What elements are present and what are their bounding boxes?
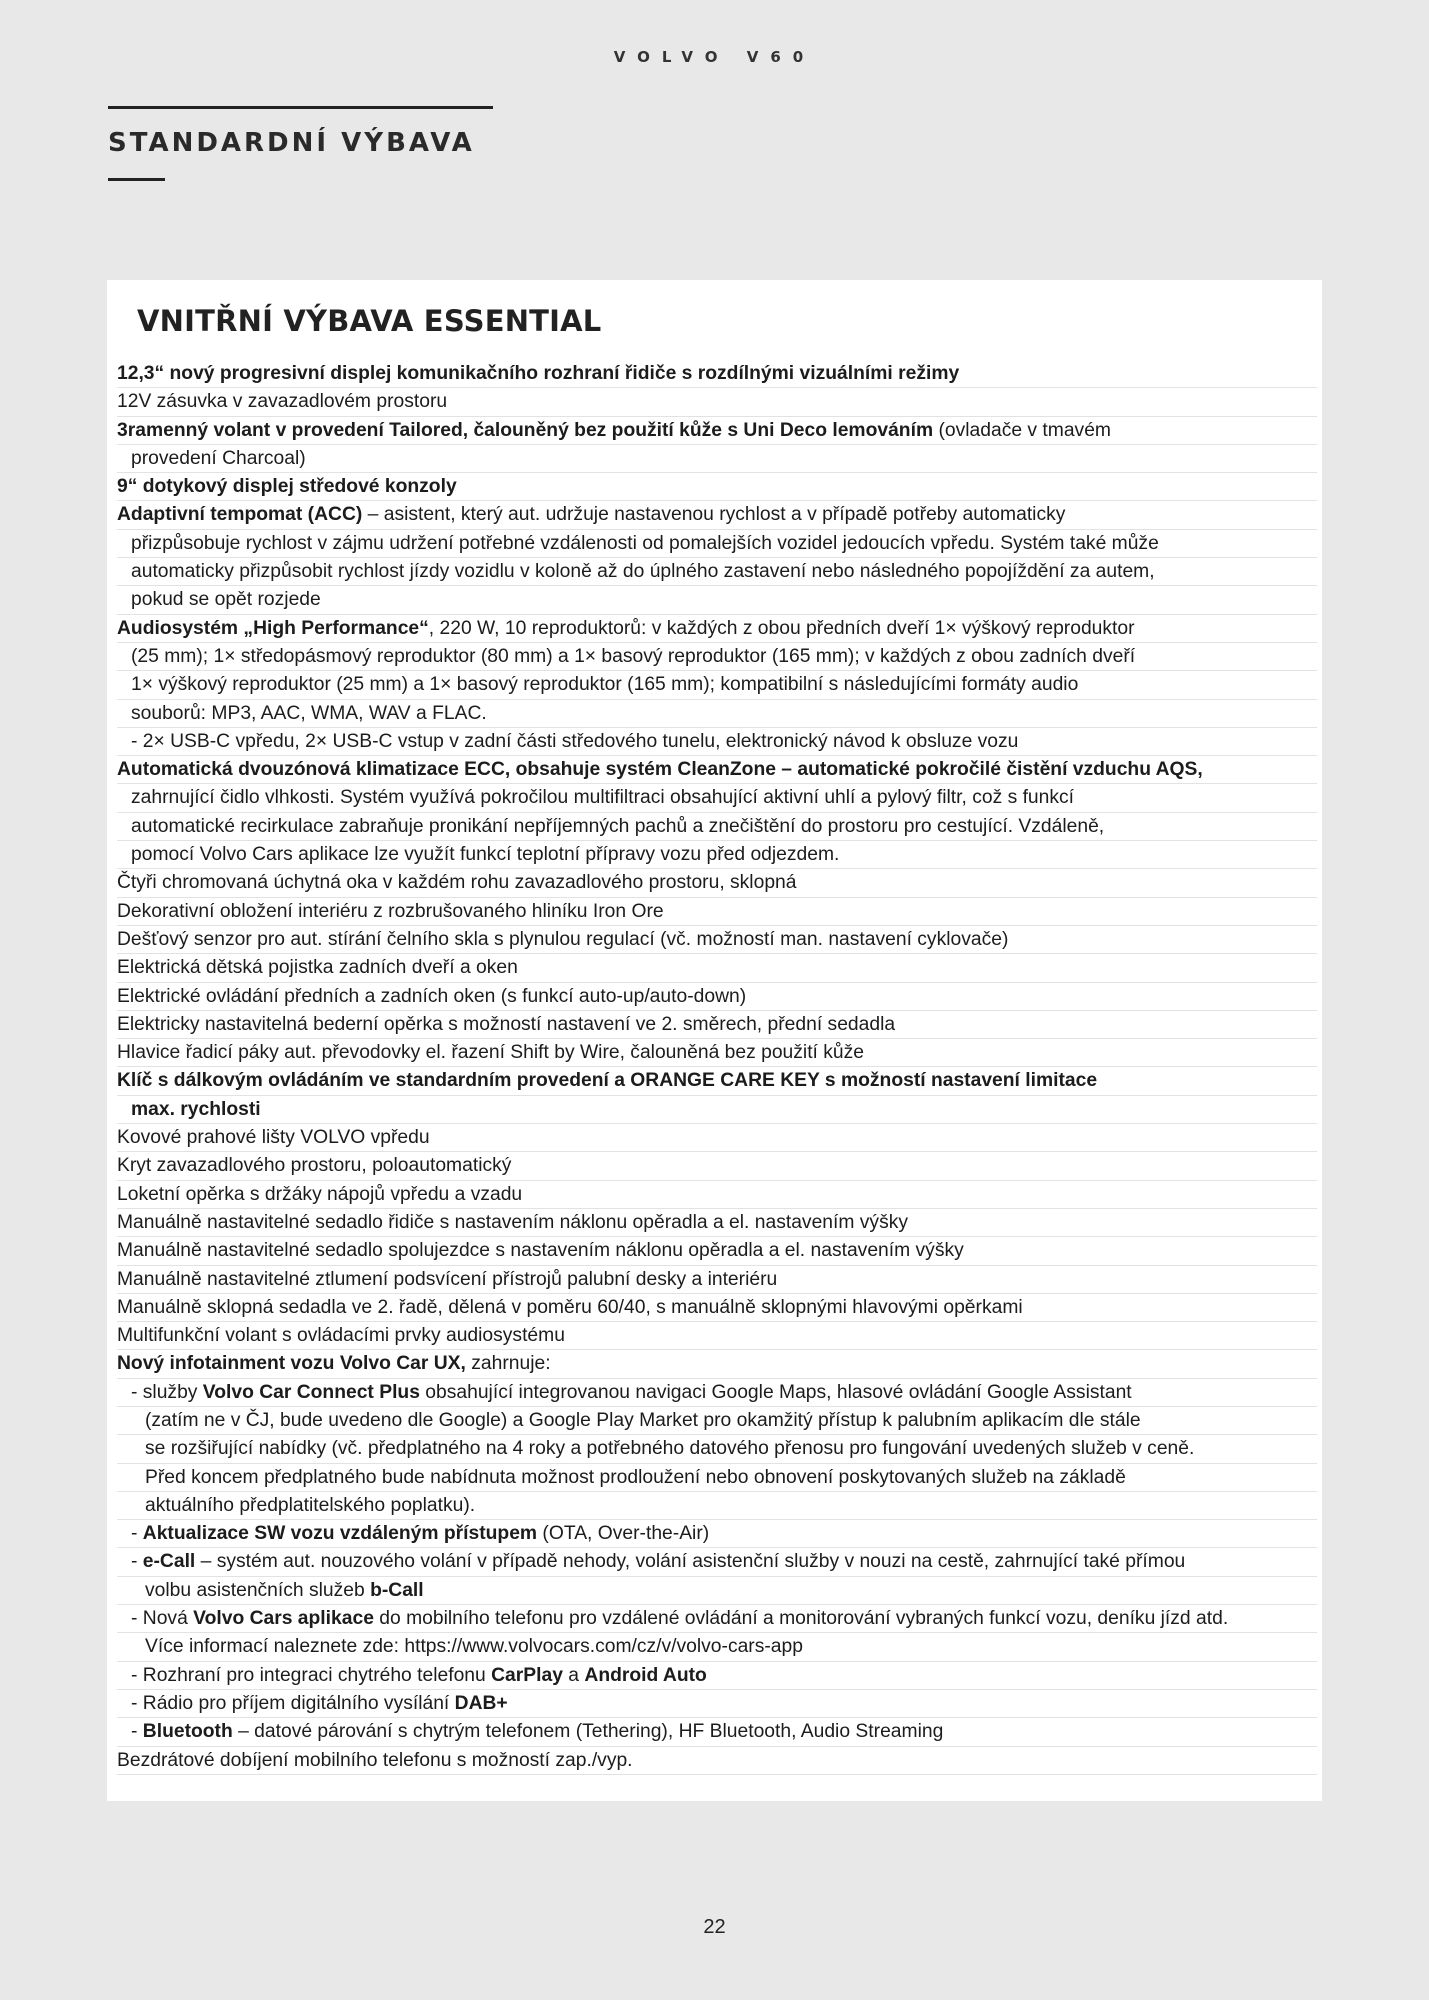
- item-text: volbu asistenčních služeb: [145, 1579, 371, 1601]
- list-item: [117, 1379, 1317, 1407]
- item-text: Čtyři chromovaná úchytná oka v každém rohu zavazadlového prostoru, sklopná: [117, 872, 797, 894]
- item-text: zahrnující čidlo vlhkosti. Systém využívá pokročilou multifiltraci obsahující aktivní uhlí a pylový filtr, což s funkcí: [131, 787, 1075, 809]
- list-item: [117, 926, 1317, 954]
- item-text: Dekorativní obložení interiéru z rozbrušovaného hliníku Iron Ore: [117, 900, 664, 922]
- title-rule-top: [108, 106, 493, 109]
- item-text: Manuálně nastavitelné sedadlo řidiče s nastavením náklonu opěradla a el. nastavením výšky: [117, 1211, 908, 1233]
- item-text: - Rozhraní pro integraci chytrého telefonu: [131, 1664, 492, 1686]
- item-text-bold: DAB+: [454, 1692, 508, 1714]
- list-item: [117, 1237, 1317, 1265]
- list-item: [117, 1209, 1317, 1237]
- panel-title: VNITŘNÍ VÝBAVA ESSENTIAL: [137, 304, 602, 338]
- item-text-bold: Klíč s dálkovým ovládáním ve standardním provedení a ORANGE CARE KEY s možností nastavení limitace: [117, 1070, 1098, 1092]
- item-text: automatické recirkulace zabraňuje pronikání nepříjemných pachů a znečištění do prostoru pro cestující. Vzdáleně,: [131, 815, 1105, 837]
- item-text: (OTA, Over-the-Air): [537, 1523, 710, 1545]
- list-item: [117, 1577, 1317, 1605]
- list-item: [117, 898, 1317, 926]
- list-item: [117, 1548, 1317, 1576]
- item-text: Bezdrátové dobíjení mobilního telefonu s možností zap./vyp.: [117, 1749, 633, 1771]
- list-item: [117, 671, 1317, 699]
- item-text: Kryt zavazadlového prostoru, poloautomatický: [117, 1155, 512, 1177]
- list-item: [117, 1039, 1317, 1067]
- list-item: [117, 1011, 1317, 1039]
- item-text: – systém aut. nouzového volání v případě nehody, volání asistenční služby v nouzi na cestě, zahrnující také přímou: [195, 1551, 1186, 1573]
- list-item: [117, 1181, 1317, 1209]
- list-item: [117, 1096, 1317, 1124]
- item-text: Více informací naleznete zde: https://www.volvocars.com/cz/v/volvo-cars-app: [145, 1636, 803, 1658]
- list-item: [117, 700, 1317, 728]
- item-text-bold: 12,3“ nový progresivní displej komunikačního rozhraní řidiče s rozdílnými vizuálními režimy: [117, 363, 960, 384]
- item-text: - Rádio pro příjem digitálního vysílání: [131, 1692, 455, 1714]
- item-text-bold: b-Call: [370, 1579, 424, 1601]
- item-text: Elektricky nastavitelná bederní opěrka s možností nastavení ve 2. směrech, přední sedadla: [117, 1013, 896, 1035]
- item-text: přizpůsobuje rychlost v zájmu udržení potřebné vzdálenosti od pomalejších vozidel jedoucích vpředu. Systém také může: [131, 532, 1159, 554]
- item-text: pomocí Volvo Cars aplikace lze využít funkcí teplotní přípravy vozu před odjezdem.: [131, 844, 840, 866]
- item-text: pokud se opět rozjede: [131, 589, 321, 611]
- list-item: [117, 615, 1317, 643]
- list-item: [117, 756, 1317, 784]
- list-item: [117, 1407, 1317, 1435]
- list-item: [117, 1067, 1317, 1095]
- equipment-list: [117, 360, 1317, 1775]
- item-text: – asistent, který aut. udržuje nastavenou rychlost a v případě potřeby automaticky: [362, 504, 1066, 526]
- list-item: [117, 1266, 1317, 1294]
- item-text: zahrnuje:: [465, 1353, 551, 1375]
- list-item: [117, 983, 1317, 1011]
- list-item: [117, 388, 1317, 416]
- list-item: [117, 1435, 1317, 1463]
- item-text-bold: Bluetooth: [142, 1721, 233, 1743]
- item-text: a: [562, 1664, 585, 1686]
- item-text: automaticky přizpůsobit rychlost jízdy vozidlu v koloně až do úplného zastavení nebo následného popojíždění za autem,: [131, 561, 1155, 583]
- list-item: [117, 473, 1317, 501]
- item-text: Elektrická dětská pojistka zadních dveří a oken: [117, 957, 518, 979]
- list-item: [117, 530, 1317, 558]
- list-item: [117, 360, 1317, 388]
- list-item: [117, 869, 1317, 897]
- list-item: [117, 813, 1317, 841]
- list-item: [117, 1747, 1317, 1775]
- list-item: [117, 1350, 1317, 1378]
- list-item: [117, 841, 1317, 869]
- list-item: [117, 1464, 1317, 1492]
- list-item: [117, 784, 1317, 812]
- item-text: (25 mm); 1× středopásmový reproduktor (80 mm) a 1× basový reproduktor (165 mm); v každých z obou zadních dveří: [131, 645, 1136, 667]
- item-text: obsahující integrovanou navigaci Google Maps, hlasové ovládání Google Assistant: [419, 1381, 1132, 1403]
- list-item: [117, 1520, 1317, 1548]
- list-item: [117, 1718, 1317, 1746]
- item-text-bold: Automatická dvouzónová klimatizace ECC, obsahuje systém CleanZone – automatické pokročilé čistění vzduchu AQS,: [117, 759, 1203, 781]
- list-item: [117, 417, 1317, 445]
- page-number: 22: [703, 1916, 726, 1938]
- item-text: Elektrické ovládání předních a zadních oken (s funkcí auto-up/auto-down): [117, 985, 747, 1007]
- list-item: [117, 1633, 1317, 1661]
- item-text-bold: Adaptivní tempomat (ACC): [117, 504, 363, 526]
- list-item: [117, 1605, 1317, 1633]
- list-item: [117, 445, 1317, 473]
- item-text: -: [131, 1551, 143, 1573]
- item-text-bold: Volvo Car Connect Plus: [202, 1381, 420, 1403]
- item-text: Loketní opěrka s držáky nápojů vpředu a vzadu: [117, 1183, 523, 1205]
- item-text-bold: Volvo Cars aplikace: [193, 1608, 374, 1630]
- item-text: Dešťový senzor pro aut. stírání čelního skla s plynulou regulací (vč. možností man. nastavení cyklovače): [117, 928, 1009, 950]
- list-item: [117, 1322, 1317, 1350]
- item-text-bold: Aktualizace SW vozu vzdáleným přístupem: [142, 1523, 538, 1545]
- item-text: aktuálního předplatitelského poplatku).: [145, 1494, 476, 1516]
- item-text-bold: Audiosystém „High Performance“: [117, 617, 429, 639]
- list-item: [117, 558, 1317, 586]
- item-text-bold: Android Auto: [584, 1664, 707, 1686]
- list-item: [117, 586, 1317, 614]
- item-text: Hlavice řadicí páky aut. převodovky el. řazení Shift by Wire, čalouněná bez použití kůže: [117, 1042, 864, 1064]
- item-text: - 2× USB-C vpředu, 2× USB-C vstup v zadní části středového tunelu, elektronický návod k obsluze vozu: [131, 730, 1019, 752]
- item-text-bold: 9“ dotykový displej středové konzoly: [117, 476, 457, 498]
- item-text: 1× výškový reproduktor (25 mm) a 1× basový reproduktor (165 mm); kompatibilní s následujícími formáty audio: [131, 674, 1079, 696]
- item-text: 12V zásuvka v zavazadlovém prostoru: [117, 391, 448, 413]
- item-text: – datové párování s chytrým telefonem (Tethering), HF Bluetooth, Audio Streaming: [232, 1721, 944, 1743]
- item-text: Multifunkční volant s ovládacími prvky audiosystému: [117, 1325, 565, 1347]
- list-item: [117, 1294, 1317, 1322]
- item-text: Kovové prahové lišty VOLVO vpředu: [117, 1127, 430, 1149]
- list-item: [117, 1152, 1317, 1180]
- list-item: [117, 1690, 1317, 1718]
- list-item: [117, 643, 1317, 671]
- item-text: - Nová: [131, 1608, 194, 1630]
- equipment-panel: [107, 280, 1322, 1801]
- item-text: - služby: [131, 1381, 203, 1403]
- list-item: [117, 728, 1317, 756]
- title-rule-bottom: [108, 178, 165, 181]
- list-item: [117, 1124, 1317, 1152]
- item-text: , 220 W, 10 reproduktorů: v každých z obou předních dveří 1× výškový reproduktor: [428, 617, 1135, 639]
- list-item: [117, 501, 1317, 529]
- item-text-bold: e-Call: [142, 1551, 196, 1573]
- item-text: souborů: MP3, AAC, WMA, WAV a FLAC.: [131, 702, 487, 724]
- item-text-bold: Nový infotainment vozu Volvo Car UX,: [117, 1353, 466, 1375]
- item-text: Manuálně nastavitelné sedadlo spolujezdce s nastavením náklonu opěradla a el. nastavením výšky: [117, 1240, 964, 1262]
- list-item: [117, 1662, 1317, 1690]
- item-text: (ovladače v tmavém: [933, 419, 1111, 441]
- item-text-bold: CarPlay: [491, 1664, 563, 1686]
- item-text: Před koncem předplatného bude nabídnuta možnost prodloužení nebo obnovení poskytovaných služeb na základě: [145, 1466, 1126, 1488]
- page-title: STANDARDNÍ VÝBAVA: [108, 128, 475, 158]
- item-text: do mobilního telefonu pro vzdálené ovládání a monitorování vybraných funkcí vozu, deníku jízd atd.: [373, 1608, 1229, 1630]
- item-text: se rozšiřující nabídky (vč. předplatného na 4 roky a potřebného datového přenosu pro fungování uvedených služeb v ceně.: [145, 1438, 1195, 1460]
- item-text: Manuálně sklopná sedadla ve 2. řadě, dělená v poměru 60/40, s manuálně sklopnými hlavovými opěrkami: [117, 1296, 1023, 1318]
- brand-header: VOLVO V60: [613, 48, 816, 66]
- item-text: Manuálně nastavitelné ztlumení podsvícení přístrojů palubní desky a interiéru: [117, 1268, 778, 1290]
- item-text: -: [131, 1523, 143, 1545]
- item-text: -: [131, 1721, 143, 1743]
- list-item: [117, 1492, 1317, 1520]
- item-text: (zatím ne v ČJ, bude uvedeno dle Google) a Google Play Market pro okamžitý přístup k palubním aplikacím dle stále: [145, 1409, 1141, 1431]
- item-text-bold: 3ramenný volant v provedení Tailored, čalouněný bez použití kůže s Uni Deco lemováním: [117, 419, 934, 441]
- list-item: [117, 954, 1317, 982]
- item-text: provedení Charcoal): [131, 447, 306, 469]
- item-text-bold: max. rychlosti: [131, 1098, 261, 1120]
